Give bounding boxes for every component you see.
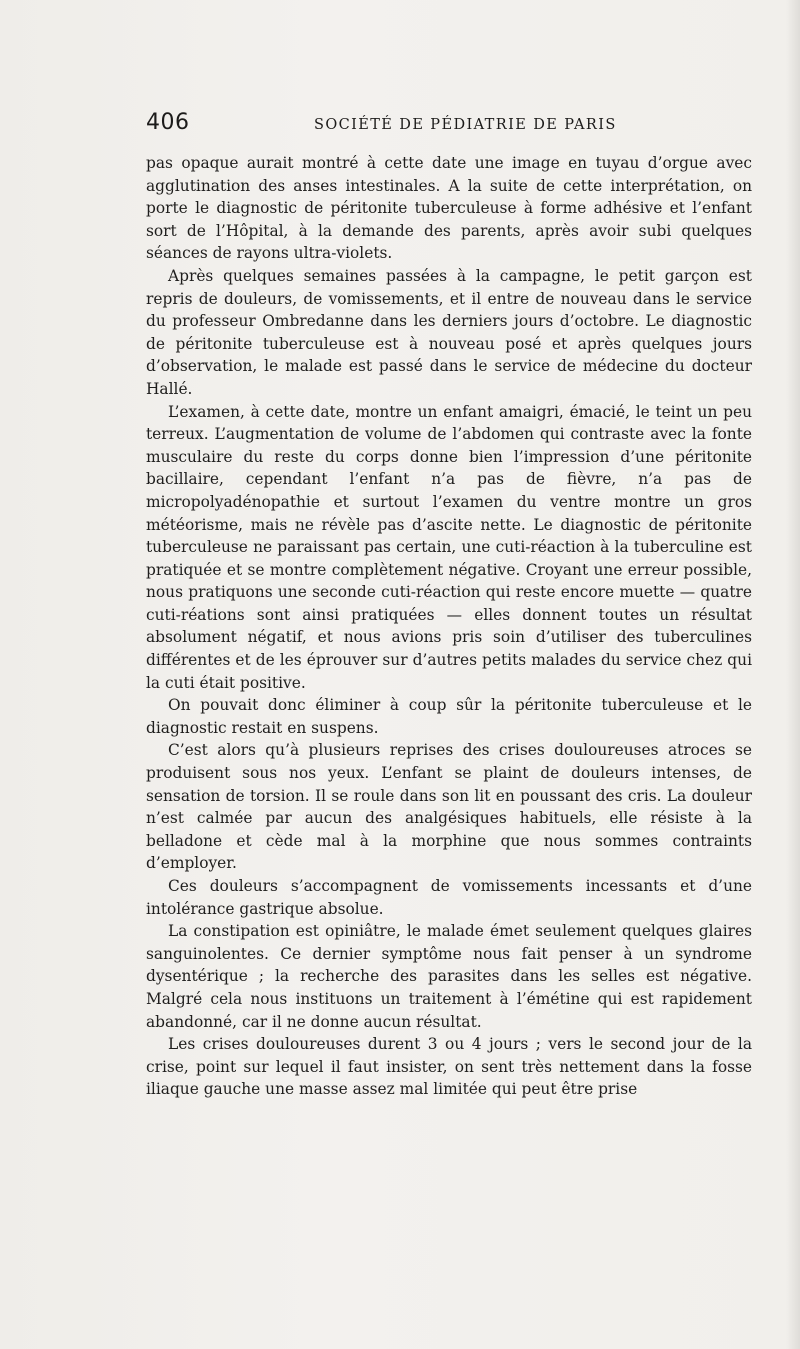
paragraph: Après quelques semaines passées à la campagne, le petit garçon est repris de douleurs, de vomissements, et il entre de nouveau dans le service du professeur Ombredanne dans les derniers jours d’octobre. Le diagnostic de péritonite tuberculeuse est à nouveau posé et après quelques jours d’observation, le malade est passé dans le service de médecine du docteur Hallé. [146, 266, 752, 398]
running-title: SOCIÉTÉ DE PÉDIATRIE DE PARIS [314, 117, 617, 133]
page-number: 406 [146, 110, 190, 135]
paragraph: pas opaque aurait montré à cette date une image en tuyau d’orgue avec agglutination des anses intestinales. A la suite de cette interprétation, on porte le diagnostic de péritonite tuberculeuse à forme adhésive et l’enfant sort de l’Hôpital, à la demande des parents, après avoir subi quelques séances de rayons ultra-violets. [146, 154, 752, 263]
paragraph: Ces douleurs s’accompagnent de vomissements incessants et d’une intolérance gastrique absolue. [146, 877, 752, 918]
page-header [146, 110, 752, 144]
paragraph: On pouvait donc éliminer à coup sûr la péritonite tuberculeuse et le diagnostic restait en suspens. [146, 696, 752, 737]
page-edge-shadow [786, 0, 800, 1349]
body-text [146, 152, 752, 1101]
paragraph: C’est alors qu’à plusieurs reprises des crises douloureuses atroces se produisent sous nos yeux. L’enfant se plaint de douleurs intenses, de sensation de torsion. Il se roule dans son lit en poussant des cris. La douleur n’est calmée par aucun des analgésiques habituels, elle résiste à la belladone et cède mal à la morphine que nous sommes contraints d’employer. [146, 741, 752, 873]
paragraph: Les crises douloureuses durent 3 ou 4 jours ; vers le second jour de la crise, point sur lequel il faut insister, on sent très nettement dans la fosse iliaque gauche une masse assez mal limitée qui peut être prise [146, 1035, 752, 1099]
paragraph: La constipation est opiniâtre, le malade émet seulement quelques glaires sanguinolentes. Ce dernier symptôme nous fait penser à un syndrome dysentérique ; la recherche des parasites dans les selles est négative. Malgré cela nous instituons un traitement à l’émétine qui est rapidement abandonné, car il ne donne aucun résultat. [146, 922, 752, 1031]
paragraph: L’examen, à cette date, montre un enfant amaigri, émacié, le teint un peu terreux. L’augmentation de volume de l’abdomen qui contraste avec la fonte musculaire du reste du corps donne bien l’impression d’une péritonite bacillaire, cependant l’enfant n’a pas de fièvre, n’a pas de micropolyadénopathie et surtout l’examen du ventre montre un gros météorisme, mais ne révèle pas d’ascite nette. Le diagnostic de péritonite tuberculeuse ne paraissant pas certain, une cuti-réaction à la tuberculine est pratiquée et se montre complètement négative. Croyant une erreur possible, nous pratiquons une seconde cuti-réaction qui reste encore muette — quatre cuti-réations sont ainsi pratiquées — elles donnent toutes un résultat absolument négatif, et nous avions pris soin d’utiliser des tuberculines différentes et de les éprouver sur d’autres petits malades du service chez qui la cuti était positive. [146, 402, 752, 692]
